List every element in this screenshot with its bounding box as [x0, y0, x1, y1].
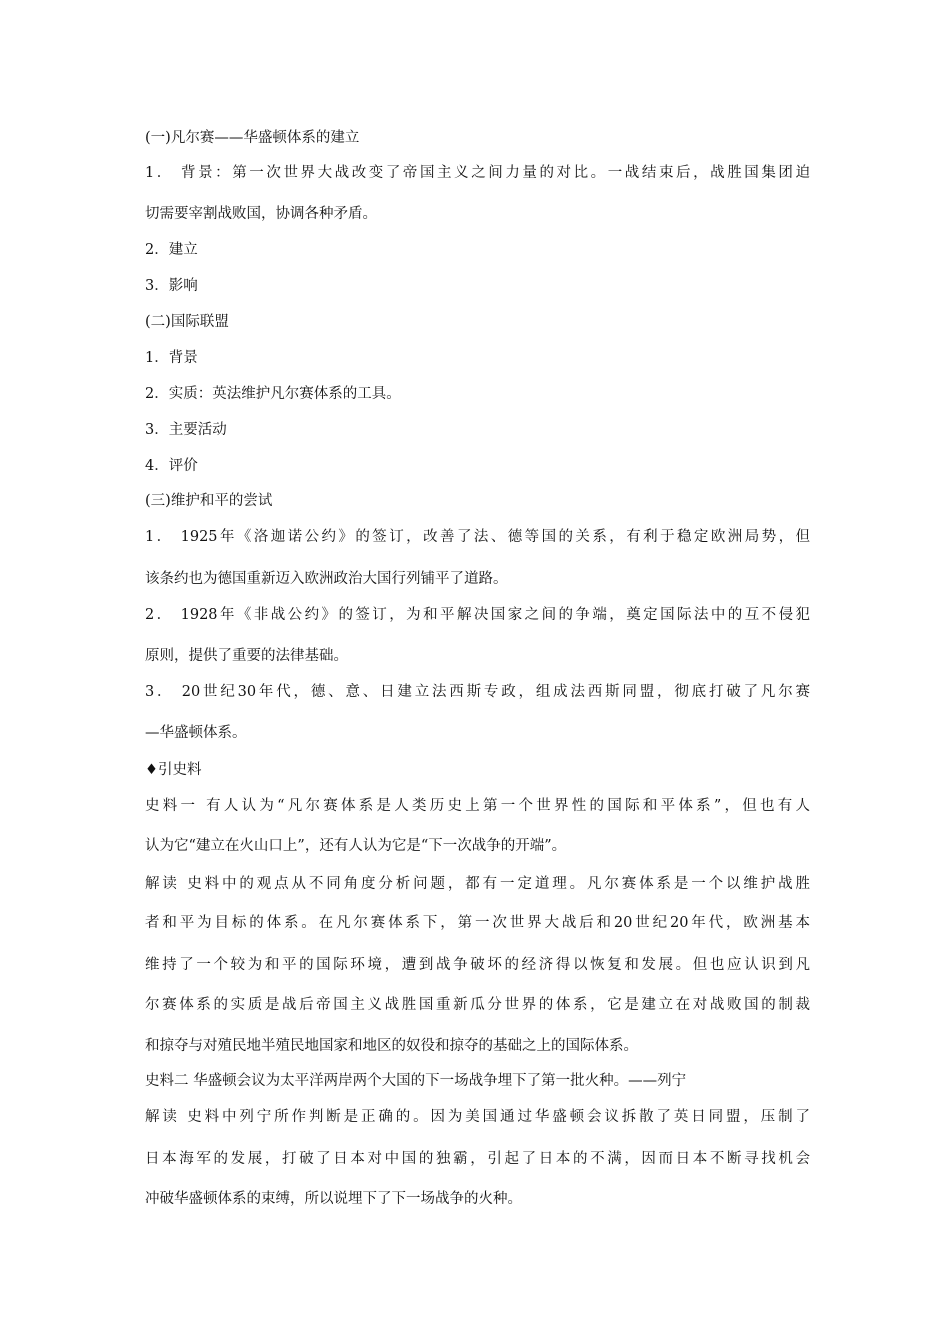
list-item: 4．评价 — [145, 458, 198, 474]
paragraph-line: 1． 1925年《洛迦诺公约》的签订，改善了法、德等国的关系，有利于稳定欧洲局势，但 — [145, 529, 810, 545]
interpretation-line: 和掠夺与对殖民地半殖民地国家和地区的奴役和掠夺的基础之上的国际体系。 — [145, 1038, 638, 1054]
interpretation-line: 尔赛体系的实质是战后帝国主义战胜国重新瓜分世界的体系，它是建立在对战败国的制裁 — [145, 997, 810, 1013]
paragraph-line: 原则，提供了重要的法律基础。 — [145, 648, 348, 664]
interpretation-line: 维持了一个较为和平的国际环境，遭到战争破坏的经济得以恢复和发展。但也应认识到凡 — [145, 957, 810, 973]
list-item: 2．实质：英法维护凡尔赛体系的工具。 — [145, 386, 401, 402]
interpretation-line: 解读 史料中列宁所作判断是正确的。因为美国通过华盛顿会议拆散了英日同盟，压制了 — [145, 1109, 810, 1125]
list-item: 2．建立 — [145, 242, 198, 258]
section-heading-3: (三)维护和平的尝试 — [145, 493, 273, 509]
list-item: 1．背景 — [145, 350, 198, 366]
paragraph-line: 1． 背景：第一次世界大战改变了帝国主义之间力量的对比。一战结束后，战胜国集团迫 — [145, 165, 810, 181]
source-text-line: 史料一 有人认为“凡尔赛体系是人类历史上第一个世界性的国际和平体系”，但也有人 — [145, 798, 810, 814]
paragraph-line: 该条约也为德国重新迈入欧洲政治大国行列铺平了道路。 — [145, 571, 508, 587]
list-item: 3．影响 — [145, 278, 198, 294]
source-text-line: 史料二 华盛顿会议为太平洋两岸两个大国的下一场战争埋下了第一批火种。——列宁 — [145, 1073, 687, 1089]
paragraph-line: 3． 20世纪30年代，德、意、日建立法西斯专政，组成法西斯同盟，彻底打破了凡尔赛 — [145, 684, 810, 700]
paragraph-line: 切需要宰割战败国，协调各种矛盾。 — [145, 206, 377, 222]
interpretation-line: 日本海军的发展，打破了日本对中国的独霸，引起了日本的不满，因而日本不断寻找机会 — [145, 1151, 810, 1167]
interpretation-line: 解读 史料中的观点从不同角度分析问题，都有一定道理。凡尔赛体系是一个以维护战胜 — [145, 876, 810, 892]
source-text-line: 认为它“建立在火山口上”，还有人认为它是“下一次战争的开端”。 — [145, 838, 567, 854]
section-heading-2: (二)国际联盟 — [145, 314, 229, 330]
interpretation-line: 冲破华盛顿体系的束缚，所以说埋下了下一场战争的火种。 — [145, 1191, 522, 1207]
interpretation-line: 者和平为目标的体系。在凡尔赛体系下，第一次世界大战后和20世纪20年代，欧洲基本 — [145, 915, 810, 931]
section-heading-1: (一)凡尔赛——华盛顿体系的建立 — [145, 130, 360, 146]
list-item: 3．主要活动 — [145, 422, 227, 438]
paragraph-line: 2． 1928年《非战公约》的签订，为和平解决国家之间的争端，奠定国际法中的互不侵犯 — [145, 607, 810, 623]
paragraph-line: —华盛顿体系。 — [145, 725, 247, 741]
section-heading-sources: ♦引史料 — [145, 762, 202, 778]
